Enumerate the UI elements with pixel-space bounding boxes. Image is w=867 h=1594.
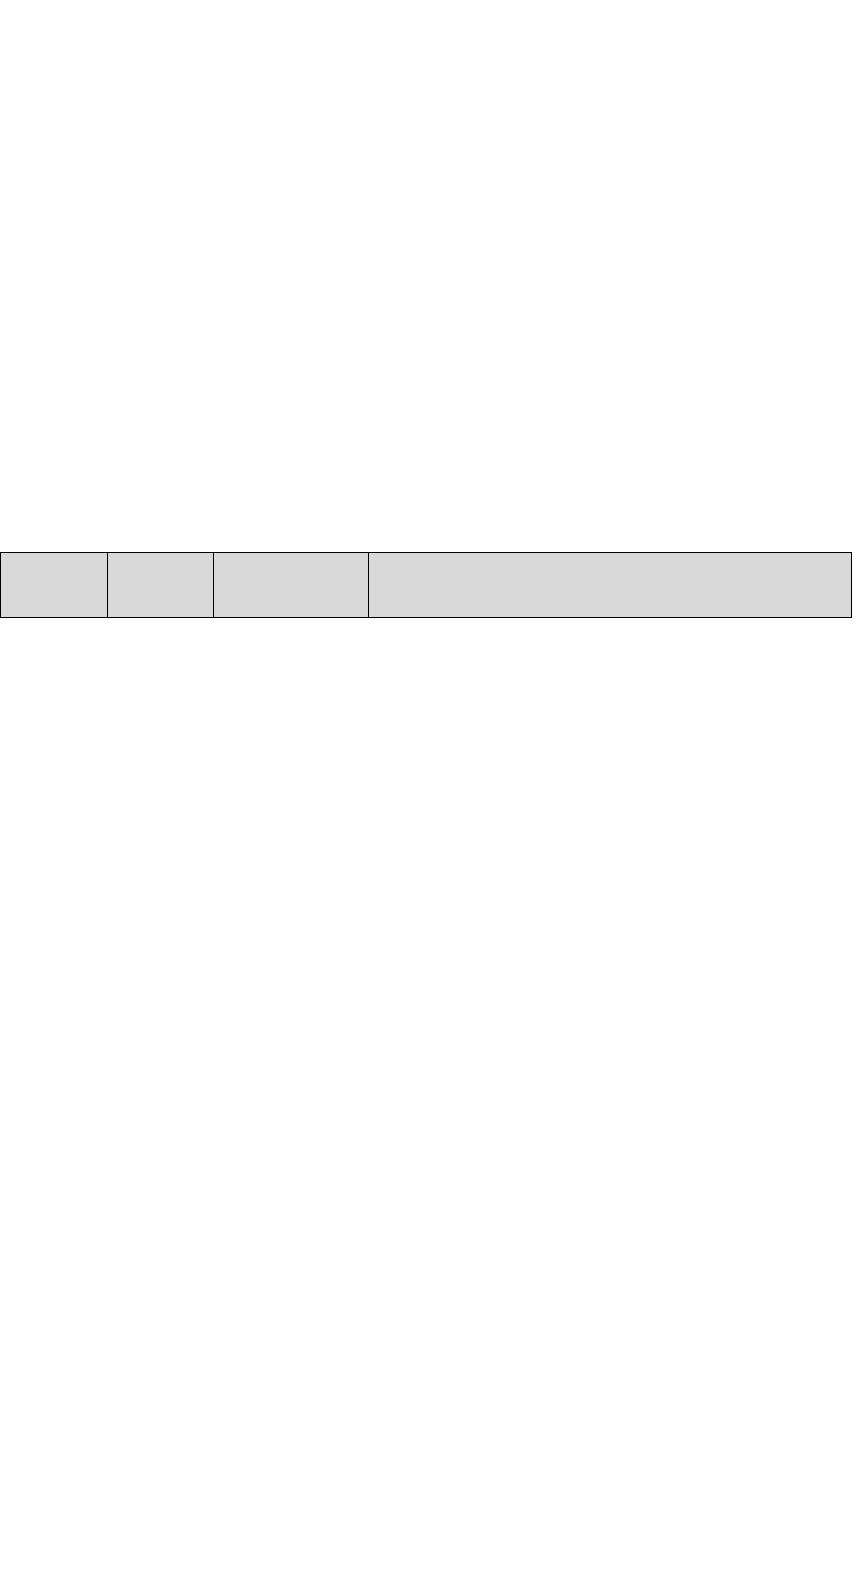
pin-table-header [1, 553, 852, 618]
website-header [849, 0, 863, 16]
header-pin-item [108, 553, 214, 618]
header-application [369, 553, 852, 618]
header-no [1, 553, 108, 618]
pin-definition-figure [0, 175, 867, 515]
header-pin-direction [214, 553, 369, 618]
pin-table [0, 552, 852, 618]
